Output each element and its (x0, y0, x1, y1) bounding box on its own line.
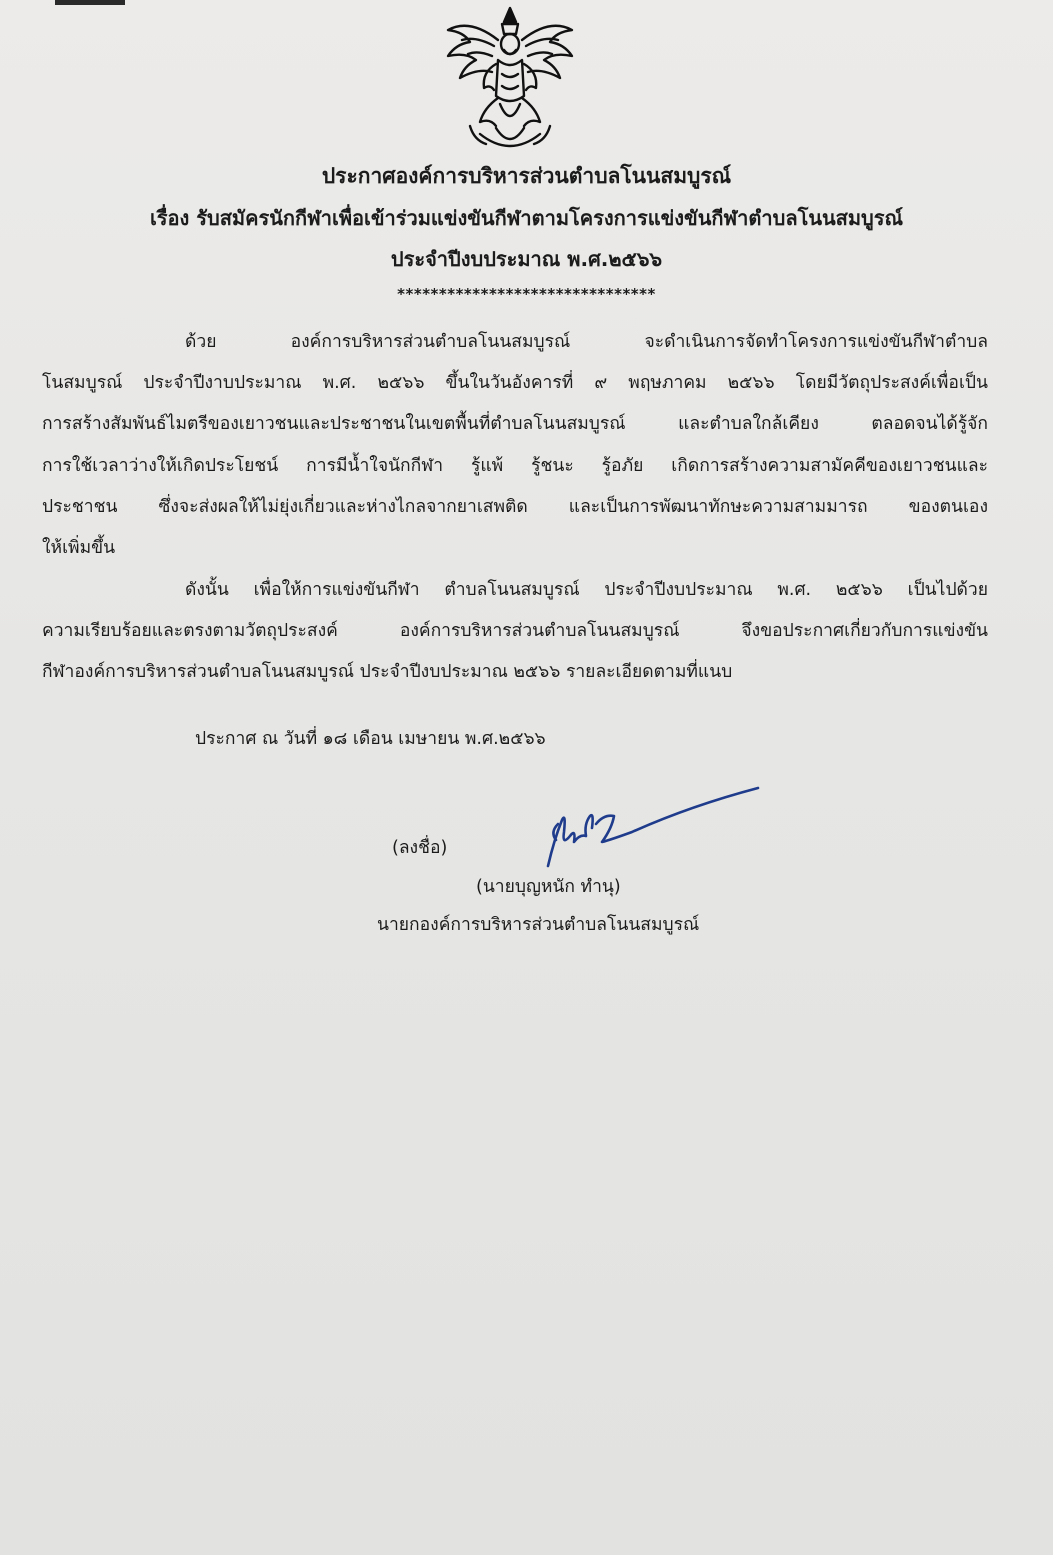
signature-label: (ลงชื่อ) (392, 838, 448, 858)
paragraph-1-line: โนสมบูรณ์ ประจำปีงาบประมาณ พ.ศ. ๒๕๖๖ ขึ้นในวันอังคารที่ ๙ พฤษภาคม ๒๕๖๖ โดยมีวัตถุประสงค์เพื่อเป็น (42, 373, 988, 393)
document-subject: เรื่อง รับสมัครนักกีฬาเพื่อเข้าร่วมแข่งขันกีฬาตามโครงการแข่งขันกีฬาตำบลโนนสมบูรณ์ (149, 206, 904, 230)
paragraph-1-line: ด้วย องค์การบริหารส่วนตำบลโนนสมบูรณ์ จะดำเนินการจัดทำโครงการแข่งขันกีฬาตำบล (185, 332, 988, 352)
paragraph-1-line: การใช้เวลาว่างให้เกิดประโยชน์ การมีน้ำใจนักกีฬา รู้แพ้ รู้ชนะ รู้อภัย เกิดการสร้างความสามัคคีของเยาวชนและ (42, 456, 988, 476)
signer-position: นายกองค์การบริหารส่วนตำบลโนนสมบูรณ์ (377, 915, 700, 935)
fiscal-year: ประจำปีงบประมาณ พ.ศ.๒๕๖๖ (390, 247, 663, 271)
document-title: ประกาศองค์การบริหารส่วนตำบลโนนสมบูรณ์ (321, 164, 732, 188)
paragraph-2-line: ความเรียบร้อยและตรงตามวัตถุประสงค์ องค์การบริหารส่วนตำบลโนนสมบูรณ์ จึงขอประกาศเกี่ยวกับการแข่งขัน (42, 621, 988, 641)
paragraph-1-line: ให้เพิ่มขึ้น (42, 538, 116, 558)
signer-name: (นายบุญหนัก ทำนุ) (476, 877, 621, 897)
paragraph-1-line: ประชาชน ซึ่งจะส่งผลให้ไม่ยุ่งเกี่ยวและห่างไกลจากยาเสพติด และเป็นการพัฒนาทักษะความสามมารถ ของตนเอง (42, 497, 988, 517)
handwritten-signature (540, 784, 770, 874)
paragraph-2-line: ดังนั้น เพื่อให้การแข่งขันกีฬา ตำบลโนนสมบูรณ์ ประจำปีงบประมาณ พ.ศ. ๒๕๖๖ เป็นไปด้วย (185, 580, 988, 600)
paragraph-2-line: กีฬาองค์การบริหารส่วนตำบลโนนสมบูรณ์ ประจำปีงบประมาณ ๒๕๖๖ รายละเอียดตามที่แนบ (42, 662, 733, 682)
announce-date: ประกาศ ณ วันที่ ๑๘ เดือน เมษายน พ.ศ.๒๕๖๖ (195, 729, 546, 749)
paragraph-1-line: การสร้างสัมพันธ์ไมตรีของเยาวชนและประชาชนในเขตพื้นที่ตำบลโนนสมบูรณ์ และตำบลใกล้เคียง ตลอดจนได้รู้จัก (42, 414, 988, 434)
separator-line: ******************************* (397, 285, 656, 303)
page-corner-mark (55, 0, 125, 5)
garuda-emblem-icon (440, 0, 580, 158)
